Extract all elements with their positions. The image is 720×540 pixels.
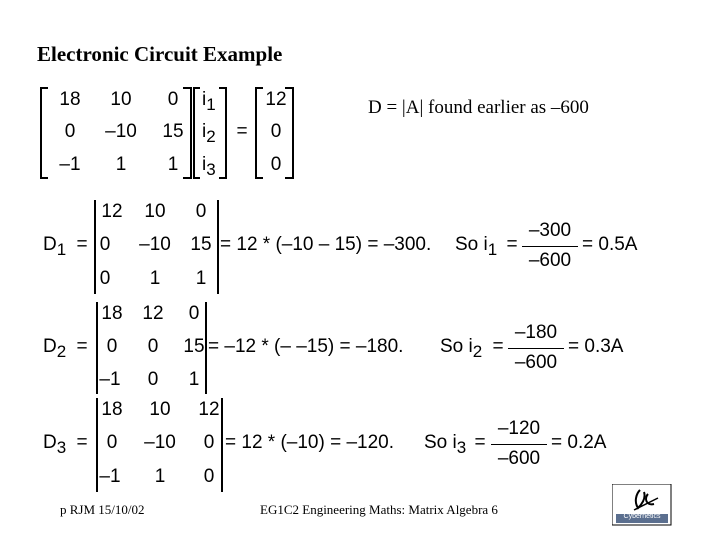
slide-title: Electronic Circuit Example [37,42,283,66]
bracket-line [219,87,227,89]
cybernetics-logo [612,484,672,526]
equals-sign: = [236,121,248,142]
so-current: So i2 [440,336,483,361]
bracket-line [193,87,200,89]
matrix-cell: 0 [147,369,159,390]
matrix-cell: 10 [110,89,132,110]
bracket-line [225,87,227,179]
matrix-cell: –1 [59,154,81,175]
matrix-cell: 0 [99,268,111,289]
d3-label: D3 [43,432,67,457]
matrix-cell: –1 [99,466,121,487]
matrix-cell: 0 [106,432,118,453]
fraction-denominator: –600 [497,448,541,469]
determinant-note: D = |A| found earlier as –600 [368,97,589,118]
expansion-expression: = –12 * (– –15) = –180. [208,336,404,357]
d2-label: D2 [43,336,67,361]
matrix-cell: 15 [162,121,184,142]
bracket-line [40,87,48,89]
bracket-line [183,177,192,179]
logo-text: Cybernetics [623,513,661,520]
matrix-cell: 18 [59,89,81,110]
expansion-expression: = 12 * (–10 – 15) = –300. [220,234,432,255]
matrix-cell: 0 [203,432,215,453]
bracket-line [285,177,294,179]
bracket-line [255,177,263,179]
equals-sign: = [492,336,504,357]
matrix-cell: 18 [101,399,123,420]
matrix-cell: 0 [64,121,76,142]
rhs-cell: 12 [265,89,287,110]
unknown-i3: i3 [202,154,216,179]
fraction-denominator: –600 [514,352,558,373]
current-result: = 0.3A [568,336,624,357]
bracket-line [40,177,48,179]
bracket-line [292,87,294,179]
matrix-cell: 12 [101,201,123,222]
fraction-numerator: –180 [514,322,558,343]
matrix-cell: –1 [99,369,121,390]
so-current: So i3 [424,432,467,457]
fraction-numerator: –300 [528,220,572,241]
matrix-cell: 0 [147,336,159,357]
bracket-line [255,87,257,179]
bracket-line [193,177,200,179]
matrix-cell: 1 [154,466,166,487]
matrix-cell: 1 [167,154,179,175]
matrix-cell: 0 [106,336,118,357]
matrix-cell: 0 [188,303,200,324]
unknown-i1: i1 [202,89,216,114]
matrix-cell: 1 [115,154,127,175]
bracket-line [219,177,227,179]
so-current: So i1 [455,234,498,259]
matrix-cell: 0 [195,201,207,222]
matrix-cell: 10 [144,201,166,222]
matrix-cell: –10 [105,121,137,142]
fraction-bar [508,348,564,349]
matrix-cell: –10 [144,432,176,453]
bracket-line [40,87,42,179]
equals-sign: = [506,234,518,255]
fraction-denominator: –600 [528,250,572,271]
bracket-line [193,87,195,179]
unknown-i2: i2 [202,121,216,146]
matrix-cell: 1 [195,268,207,289]
rhs-cell: 0 [270,154,282,175]
rhs-cell: 0 [270,121,282,142]
matrix-cell: –10 [139,234,171,255]
equals-sign: = [474,432,486,453]
matrix-cell: 0 [167,89,179,110]
equals-sign: = [76,336,88,357]
fraction-bar [522,246,578,247]
d1-label: D1 [43,234,67,259]
equals-sign: = [76,432,88,453]
matrix-cell: 12 [142,303,164,324]
matrix-cell: 0 [99,234,111,255]
matrix-cell: 0 [203,466,215,487]
fraction-numerator: –120 [497,418,541,439]
matrix-cell: 10 [149,399,171,420]
matrix-cell: 15 [183,336,205,357]
expansion-expression: = 12 * (–10) = –120. [225,432,395,453]
matrix-cell: 15 [190,234,212,255]
footer-author-date: p RJM 15/10/02 [60,502,145,517]
current-result: = 0.5A [582,234,638,255]
footer-course-title: EG1C2 Engineering Maths: Matrix Algebra 6 [260,502,498,517]
matrix-cell: 12 [198,399,220,420]
equals-sign: = [76,234,88,255]
fraction-bar [491,444,547,445]
matrix-cell: 18 [101,303,123,324]
matrix-cell: 1 [188,369,200,390]
current-result: = 0.2A [551,432,607,453]
matrix-cell: 1 [149,268,161,289]
